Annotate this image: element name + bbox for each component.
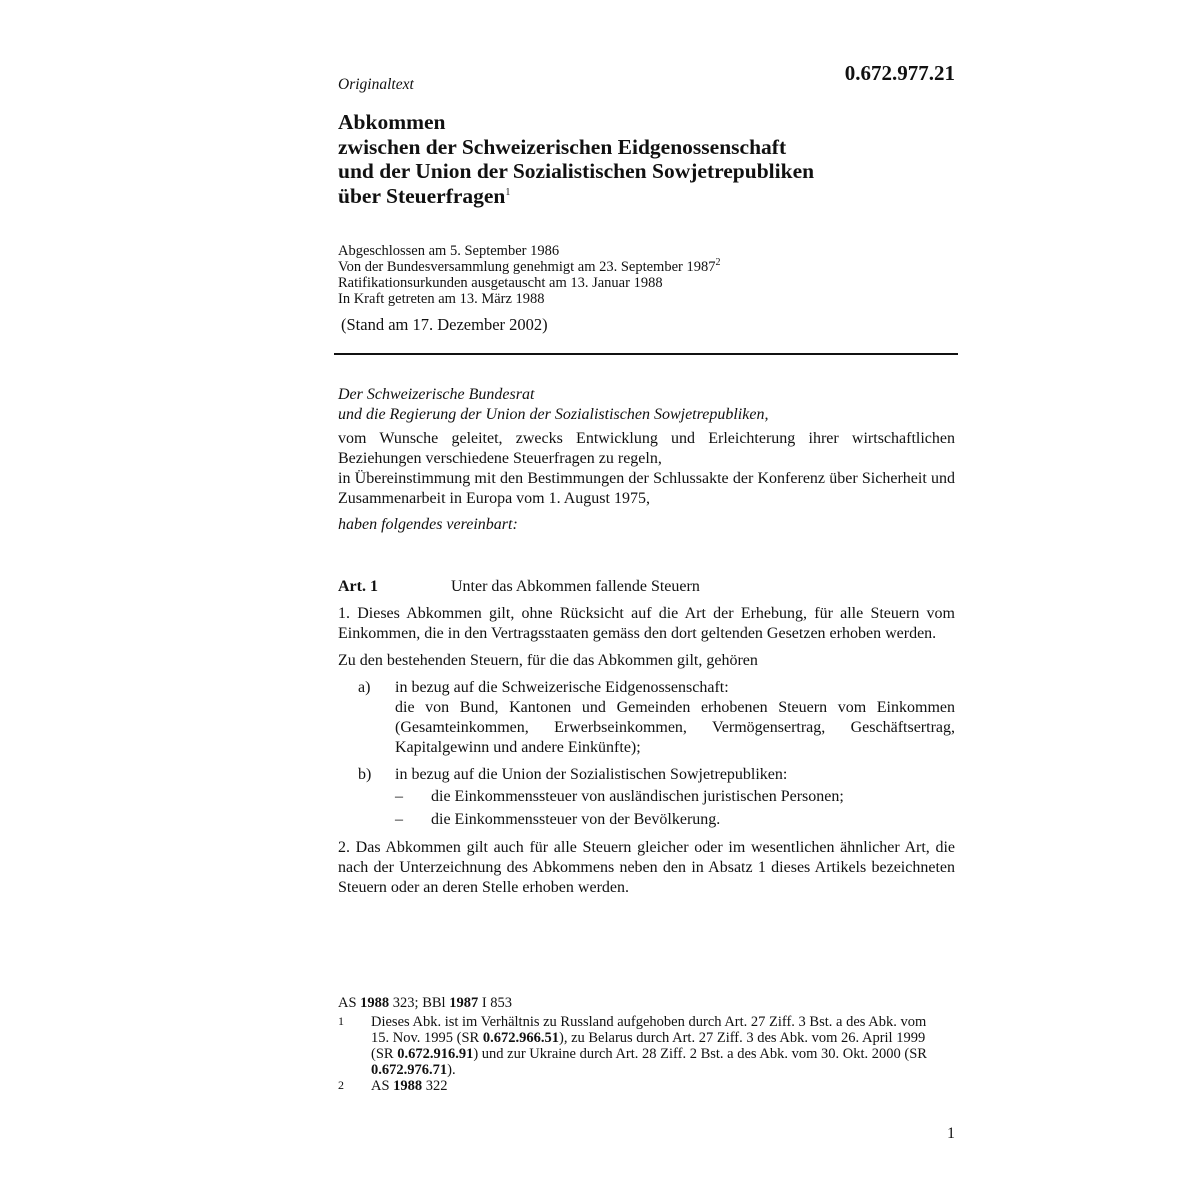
treaty-metadata (338, 243, 958, 307)
source-bbl-year: 1987 (449, 995, 479, 1011)
article-heading (338, 577, 955, 597)
document-body (338, 385, 955, 898)
source-mid: 323; BBl (389, 995, 450, 1011)
article-paragraph-2: 2. Das Abkommen gilt auch für alle Steuern gleicher oder im wesentlichen ähnlicher Art, die nach der Unterzeichnung des Abkommens neben den in Absatz 1 dieses Artikels bezeichneten Steuern oder an deren Stelle erhoben werden. (338, 839, 955, 896)
footnote-text-part: AS (371, 1078, 394, 1094)
dash-item-text: die Einkommenssteuer von ausländischen juristischen Personen; (431, 788, 844, 805)
source-end: I 853 (478, 995, 513, 1011)
document-title (338, 110, 958, 208)
in-force-date: In Kraft getreten am 13. März 1988 (338, 291, 545, 307)
source-as-year: 1988 (360, 995, 390, 1011)
footnote-key: 1 (338, 1014, 344, 1028)
footnotes (338, 995, 938, 1094)
footnote-ref-1[interactable]: 1 (505, 186, 511, 198)
list-item-a (338, 678, 955, 758)
sr-number: 0.672.977.21 (844, 61, 955, 85)
title-line-text: über Steuerfragen (338, 183, 506, 208)
article-title: Unter das Abkommen fallende Steuern (451, 578, 700, 595)
preamble (338, 385, 955, 535)
original-text-label: Originaltext (338, 76, 414, 93)
concluded-date: Abgeschlossen am 5. September 1986 (338, 243, 560, 259)
footnote-text (371, 1014, 938, 1078)
approved-date: Von der Bundesversammlung genehmigt am 23. September 1987 (338, 259, 716, 275)
preamble-party-2: und die Regierung der Union der Sozialistischen Sowjetrepubliken, (338, 406, 769, 423)
dash-item (395, 810, 955, 830)
title-line: und der Union der Sozialistischen Sowjetrepubliken (338, 159, 815, 183)
header-divider (334, 353, 958, 355)
footnote-text-part: Dieses Abk. ist im Verhältnis zu Russland aufgehoben durch Art. 27 Ziff. 3 Bst. a des Abk. vom 15. Nov. 1995 (SR (371, 1014, 927, 1046)
footnote-1 (338, 1014, 938, 1078)
footnote-text-part: 322 (422, 1078, 448, 1094)
list-item-key: a) (358, 679, 371, 696)
article-list-intro: Zu den bestehenden Steuern, für die das Abkommen gilt, gehören (338, 652, 758, 669)
title-line-last (338, 184, 958, 209)
sr-link[interactable]: 0.672.976.71 (371, 1062, 448, 1078)
as-year: 1988 (393, 1078, 423, 1094)
approval-line (338, 259, 958, 275)
source-reference (338, 995, 938, 1011)
footnote-ref-2[interactable]: 2 (715, 257, 721, 269)
list-item-heading: in bezug auf die Union der Sozialistischen Sowjetrepubliken: (395, 766, 788, 783)
source-prefix: AS (338, 995, 361, 1011)
sr-link[interactable]: 0.672.916.91 (397, 1046, 474, 1062)
status-date: (Stand am 17. Dezember 2002) (341, 315, 548, 334)
footnote-text (371, 1078, 938, 1094)
preamble-recital-2: in Übereinstimmung mit den Bestimmungen der Schlussakte der Konferenz über Sicherheit und Zusammenarbeit in Europa vom 1. August 1975, (338, 470, 955, 507)
footnote-text-part: ). (447, 1062, 456, 1078)
list-item-text (395, 678, 955, 758)
list-item-key: b) (358, 766, 372, 783)
footnote-text-part: ), zu Belarus durch Art. 27 Ziff. 3 des Abk. vom 26. April 1999 (SR (371, 1030, 926, 1062)
preamble-agreed: haben folgendes vereinbart: (338, 516, 518, 533)
dash-item (395, 787, 955, 807)
list-item-detail: die von Bund, Kantonen und Gemeinden erhobenen Steuern vom Einkommen (Gesamteinkommen, Erwerbseinkommen, Vermögensertrag, Geschäftsertrag, Kapitalgewinn und andere Einkünfte); (395, 699, 955, 756)
footnote-key: 2 (338, 1078, 344, 1092)
dash-marker: – (395, 811, 403, 828)
page-number: 1 (947, 1125, 955, 1142)
article-number: Art. 1 (338, 578, 378, 595)
list-item-b (338, 765, 955, 830)
title-line: zwischen der Schweizerischen Eidgenossenschaft (338, 134, 787, 159)
dash-item-text: die Einkommenssteuer von der Bevölkerung. (431, 811, 721, 828)
preamble-party-1: Der Schweizerische Bundesrat (338, 386, 535, 403)
list-item-heading: in bezug auf die Schweizerische Eidgenossenschaft: (395, 679, 729, 696)
preamble-recital-1: vom Wunsche geleitet, zwecks Entwicklung und Erleichterung ihrer wirtschaftlichen Beziehungen verschiedene Steuerfragen zu regeln, (338, 430, 955, 467)
sr-link[interactable]: 0.672.966.51 (482, 1030, 559, 1046)
dash-marker: – (395, 788, 403, 805)
footnote-2 (338, 1078, 938, 1094)
article-paragraph-1: 1. Dieses Abkommen gilt, ohne Rücksicht auf die Art der Erhebung, für alle Steuern vom Einkommen, die in den Vertragsstaaten gemäss den dort geltenden Gesetzen erhoben werden. (338, 605, 955, 642)
ratified-date: Ratifikationsurkunden ausgetauscht am 13. Januar 1988 (338, 275, 663, 291)
footnote-text-part: ) und zur Ukraine durch Art. 28 Ziff. 2 Bst. a des Abk. vom 30. Okt. 2000 (SR (473, 1046, 927, 1062)
list-item-text (395, 765, 955, 830)
title-line: Abkommen (338, 110, 446, 134)
